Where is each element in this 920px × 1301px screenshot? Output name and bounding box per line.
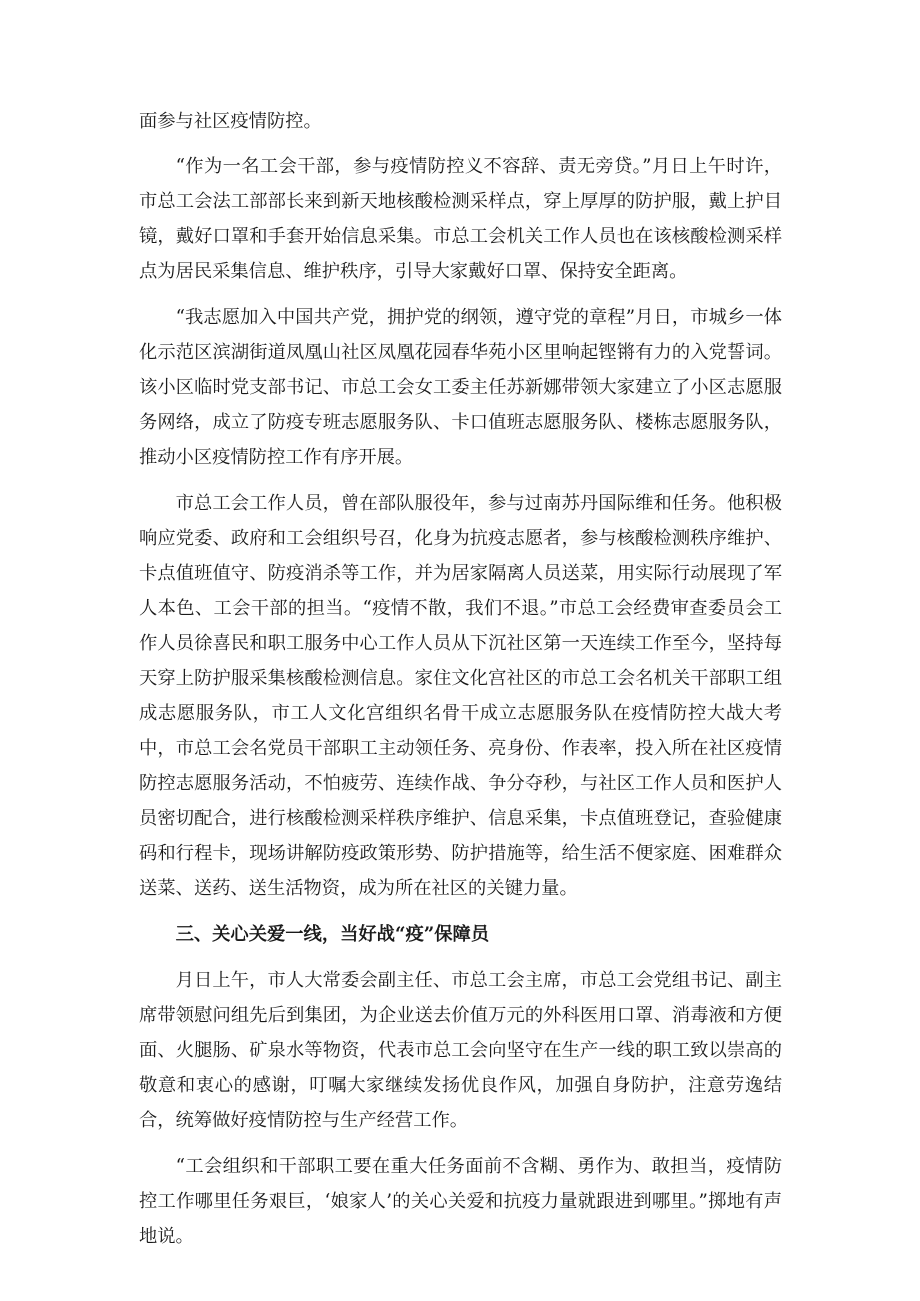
- paragraph-6: “工会组织和干部职工要在重大任务面前不含糊、勇作为、敢担当，疫情防控工作哪里任务艰巨，‘娘家人’的关心关爱和抗疫力量就跟进到哪里。”掷地有声地说。: [139, 1156, 782, 1247]
- paragraph-4: 市总工会工作人员，曾在部队服役年，参与过南苏丹国际维和任务。他积极响应党委、政府和工会组织号召，化身为抗疫志愿者，参与核酸检测秩序维护、卡点值班值守、防疫消杀等工作，并为居家隔离人员送菜，用实际行动展现了军人本色、工会干部的担当。“疫情不散，我们不退。”市总工会经费审查委员会工作人员徐喜民和职工服务中心工作人员从下沉社区第一天连续工作至今，坚持每天穿上防护服采集核酸检测信息。家住文化宫社区的市总工会名机关干部职工组成志愿服务队，市工人文化宫组织名骨干成立志愿服务队在疫情防控大战大考中，市总工会名党员干部职工主动领任务、亮身份、作表率，投入所在社区疫情防控志愿服务活动，不怕疲劳、连续作战、争分夺秒，与社区工作人员和医护人员密切配合，进行核酸检测采样秩序维护、信息采集，卡点值班登记，查验健康码和行程卡，现场讲解防疫政策形势、防护措施等，给生活不便家庭、困难群众送菜、送药、送生活物资，成为所在社区的关键力量。: [139, 493, 782, 899]
- paragraph-5: 月日上午，市人大常委会副主任、市总工会主席，市总工会党组书记、副主席带领慰问组先后到集团，为企业送去价值万元的外科医用口罩、消毒液和方便面、火腿肠、矿泉水等物资，代表市总工会向坚守在生产一线的职工致以崇高的敬意和衷心的感谢，叮嘱大家继续发扬优良作风，加强自身防护，注意劳逸结合，统筹做好疫情防控与生产经营工作。: [139, 970, 782, 1131]
- section-heading: 三、关心关爱一线，当好战“疫”保障员: [175, 924, 490, 945]
- document-page: [139, 104, 782, 1254]
- paragraph-3: “我志愿加入中国共产党，拥护党的纲领，遵守党的章程”月日，市城乡一体化示范区滨湖街道凤凰山社区凤凰花园春华苑小区里响起铿锵有力的入党誓词。该小区临时党支部书记、市总工会女工委主任苏新娜带领大家建立了小区志愿服务网络，成立了防疫专班志愿服务队、卡口值班志愿服务队、楼栋志愿服务队，推动小区疫情防控工作有序开展。: [139, 307, 782, 468]
- paragraph-1: 面参与社区疫情防控。: [139, 111, 322, 132]
- paragraph-2: “作为一名工会干部，参与疫情防控义不容辞、责无旁贷。”月日上午时许，市总工会法工部部长来到新天地核酸检测采样点，穿上厚厚的防护服，戴上护目镜，戴好口罩和手套开始信息采集。市总工会机关工作人员也在该核酸检测采样点为居民采集信息、维护秩序，引导大家戴好口罩、保持安全距离。: [139, 156, 782, 282]
